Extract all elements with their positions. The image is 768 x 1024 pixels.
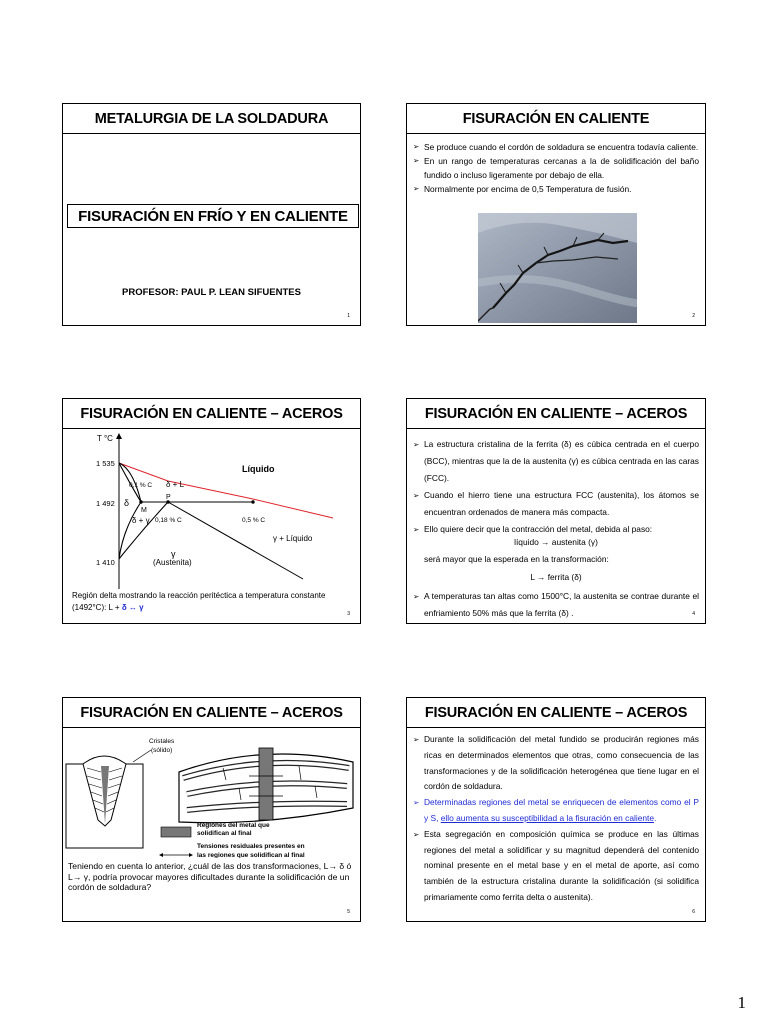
point-m <box>139 500 142 503</box>
legend-2-line-2: las regiones que solidifican al final <box>197 852 305 858</box>
middle-text: será mayor que la esperada en la transformación: <box>424 554 609 564</box>
tick-label: 1 410 <box>96 558 115 567</box>
gamma-label: γ <box>171 549 176 559</box>
slide-1-title: METALURGIA DE LA SOLDADURA <box>63 104 360 134</box>
slide-1-subtitle: FISURACIÓN EN FRÍO Y EN CALIENTE <box>78 207 348 225</box>
slide-4-bullet-4 <box>413 588 699 622</box>
liquidus-line <box>119 463 333 518</box>
bullet-highlight <box>413 795 699 827</box>
legend-swatch <box>161 827 191 837</box>
c018-label: 0,18 % C <box>155 517 182 524</box>
page-number: 1 <box>737 993 746 1012</box>
slide-3-caption <box>72 590 352 613</box>
slide-1-subtitle-box <box>67 204 359 228</box>
weld-3d-view <box>179 748 353 823</box>
slide-3-title: FISURACIÓN EN CALIENTE – ACEROS <box>63 399 360 429</box>
slide-5 <box>62 697 361 922</box>
weld-crack-image <box>478 213 637 323</box>
slide-4-title: FISURACIÓN EN CALIENTE – ACEROS <box>407 399 705 429</box>
legend-1-line-1: Regiones del metal que <box>197 822 270 829</box>
slide-4 <box>406 398 706 624</box>
iron-carbon-phase-diagram <box>63 429 360 589</box>
bullet: ➢ En un rango de temperaturas cercanas a la de solidificación del baño fundido o incluso ligeramente por debajo de ella. <box>413 154 699 182</box>
caption-reaction-prefix: (1492°C): L + <box>72 602 122 612</box>
slide-2 <box>406 103 706 326</box>
delta-l-label: δ + L <box>166 480 185 489</box>
gamma-liquid-label: γ + Líquido <box>273 534 313 543</box>
crack-photo <box>478 213 637 323</box>
pointer-line <box>133 750 151 762</box>
slide-1 <box>62 103 361 326</box>
c01-label: 0,1 % C <box>129 482 153 489</box>
equation-1: líquido → austenita (γ) <box>514 537 598 547</box>
c05-label: 0,5 % C <box>242 517 266 524</box>
crystals-label: Cristales <box>149 738 175 745</box>
slide-6-title: FISURACIÓN EN CALIENTE – ACEROS <box>407 698 705 728</box>
point-m-label: M <box>141 507 147 514</box>
bullet: ➢ La estructura cristalina de la ferrita (δ) es cúbica centrada en el cuerpo (BCC), mientras que la de la austenita (γ) es cúbica centrada en las caras (FCC). <box>413 436 699 487</box>
caption-reaction: δ ↔ γ <box>121 602 144 612</box>
caption-line-2 <box>72 602 352 614</box>
slide-3 <box>62 398 361 624</box>
legend-2-line-1: Tensiones residuales presentes en <box>197 843 305 850</box>
slide-6 <box>406 697 706 922</box>
arrow-head-left <box>159 853 163 857</box>
tick-label: 1 535 <box>96 459 115 468</box>
slide-number: 6 <box>692 909 695 915</box>
bullet: ➢ Durante la solidificación del metal fundido se producirán regiones más ricas en determinados elementos que otras, como consecuencia de las transformaciones y de la solidificación heterogénea que tiene lugar en el cordón de soldadura. <box>413 732 699 795</box>
slide-number: 5 <box>347 909 350 915</box>
slide-number: 1 <box>347 313 350 319</box>
y-axis-arrow <box>116 433 122 439</box>
slide-4-bullets <box>413 436 699 538</box>
delta-gamma-boundary <box>119 502 141 559</box>
weld-solidification-diagram <box>63 728 360 858</box>
point-p-label: P <box>166 494 171 501</box>
slide-6-bullets <box>413 732 699 906</box>
bullet-2-text: Determinadas regiones del metal se enriquecen de elementos como el P y S, <box>424 797 699 823</box>
delta-label: δ <box>124 498 130 508</box>
liquid-label: Líquido <box>242 464 275 474</box>
arrow-head-right <box>189 853 193 857</box>
bullet: ➢ Normalmente por encima de 0,5 Temperatura de fusión. <box>413 182 699 196</box>
slide-1-professor: PROFESOR: PAUL P. LEAN SIFUENTES <box>122 287 301 298</box>
bullet: ➢ Cuando el hierro tiene una estructura FCC (austenita), los átomos se encuentran ordenados de manera más compacta. <box>413 487 699 521</box>
bullet-2-underlined: ello aumenta su susceptibilidad a la fisuración en caliente <box>440 812 654 823</box>
slide-2-title: FISURACIÓN EN CALIENTE <box>407 104 705 134</box>
slide-number: 2 <box>692 313 695 319</box>
bullet: ➢ A temperaturas tan altas como 1500°C, la austenita se contrae durante el enfriamiento 50% más que la ferrita (δ) . <box>413 588 699 622</box>
slide-2-bullets <box>413 140 699 196</box>
bullet: ➢ Ello quiere decir que la contracción del metal, debida al paso: <box>413 521 699 538</box>
caption-line-1: Región delta mostrando la reacción peritéctica a temperatura constante <box>72 591 326 600</box>
y-axis-label: T °C <box>97 434 113 443</box>
solid-label: (sólido) <box>151 747 173 754</box>
bullet: ➢ Esta segregación en composición química se produce en las últimas regiones del metal a solidificar y su magnitud dependerá del contenido nominal presente en el metal base y en el metal de aporte, así como también de la estructura cristalina durante la solidificación (si solidifica primariamente como ferrita delta o austenita). <box>413 827 699 906</box>
slide-5-text: Teniendo en cuenta lo anterior, ¿cuál de las dos transformaciones, L→ δ ó L→ γ, podría provocar mayores dificultades durante la solidificación de un cordón de soldadura? <box>68 861 352 893</box>
bullet-2-end: . <box>654 812 657 823</box>
legend-1-line-2: solidifican al final <box>197 830 252 837</box>
slide-number: 3 <box>347 611 350 617</box>
austenite-label: (Austenita) <box>153 558 192 567</box>
delta-gamma-label: δ + γ <box>132 516 150 525</box>
equation-2: L → ferrita (δ) <box>530 572 582 582</box>
point-05c <box>251 500 254 503</box>
slide-5-title: FISURACIÓN EN CALIENTE – ACEROS <box>63 698 360 728</box>
slide-number: 4 <box>692 611 695 617</box>
bullet: ➢ Se produce cuando el cordón de soldadura se encuentra todavía caliente. <box>413 140 699 154</box>
tick-label: 1 492 <box>96 499 115 508</box>
